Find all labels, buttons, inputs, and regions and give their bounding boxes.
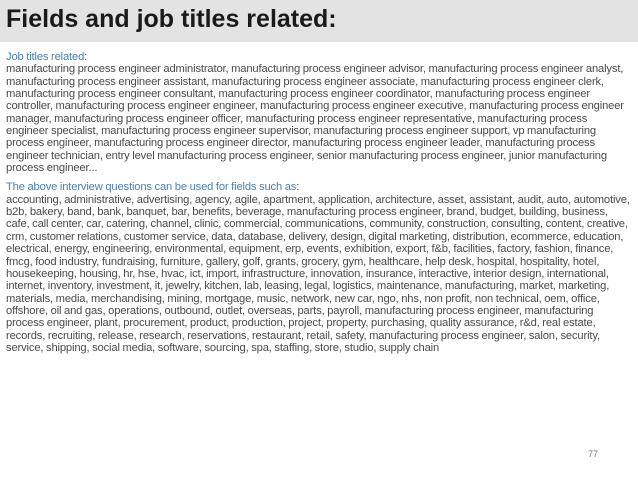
section-gap bbox=[6, 174, 632, 181]
job-titles-text: manufacturing process engineer administrator, manufacturing process engineer advisor, manufacturing process engineer analyst, manufacturing process engineer assistant, manufacturing process engineer associate, manufacturing process engineer clerk, manufacturing process engineer consultant, manufacturing process engineer coordinator, manufacturing process engineer controller, manufacturing process engineer engineer, manufacturing process engineer executive, manufacturing process engineer manager, manufacturing process engineer officer, manufacturing process engineer representative, manufacturing process engineer specialist, manufacturing process engineer supervisor, manufacturing process engineer support, vp manufacturing process engineer, manufacturing process engineer director, manufacturing process engineer leader, manufacturing process engineer technician, entry level manufacturing process engineer, senior manufacturing process engineer, junior manufacturing process engineer... bbox=[6, 63, 624, 175]
page-number: 77 bbox=[588, 449, 599, 459]
job-titles-heading-label: Job titles related bbox=[6, 51, 85, 63]
fields-heading-colon: : bbox=[296, 181, 300, 194]
fields-heading bbox=[6, 181, 632, 193]
job-titles-heading-colon: : bbox=[84, 51, 88, 63]
job-titles-heading bbox=[6, 51, 632, 63]
slide-content bbox=[6, 51, 632, 354]
fields-text: accounting, administrative, advertising, agency, agile, apartment, application, architecture, asset, assistant, audit, auto, automotive, b2b, bakery, band, bank, banquet, bar, benefits, beverage, manufacturing process engineer, brand, budget, building, business, cafe, call center, car, catering, channel, clinic, commercial, communications, community, construction, consulting, content, creative, crm, customer relations, customer service, data, database, delivery, design, digital marketing, distribution, ecommerce, education, electrical, energy, engineering, environmental, equipment, erp, events, exhibition, export, f&b, facilities, factory, fashion, finance, fmcg, food industry, fundraising, furniture, gallery, golf, grants, grocery, gym, healthcare, help desk, hospital, hospitality, hotel, housekeeping, housing, hr, hse, hvac, ict, import, infrastructure, innovation, insurance, interactive, interior design, international, internet, inventory, investment, it, jewelry, kitchen, lab, leasing, legal, logistics, maintenance, manufacturing, market, marketing, materials, media, merchandising, mining, mortgage, music, network, new car, ngo, nhs, non profit, non technical, oem, office, offshore, oil and gas, operations, outbound, outlet, overseas, parts, payroll, manufacturing process engineer, manufacturing process engineer, plant, procurement, product, production, project, property, purchasing, quality assurance, r&d, real estate, records, recruiting, release, research, reservations, restaurant, retail, safety, manufacturing process engineer, salon, security, service, shipping, social media, software, sourcing, spa, staffing, store, studio, supply chain bbox=[6, 193, 630, 354]
fields-heading-label: The above interview questions can be used for fields such as bbox=[6, 181, 297, 194]
title-bar bbox=[0, 0, 638, 42]
slide-title: Fields and job titles related: bbox=[6, 5, 337, 33]
